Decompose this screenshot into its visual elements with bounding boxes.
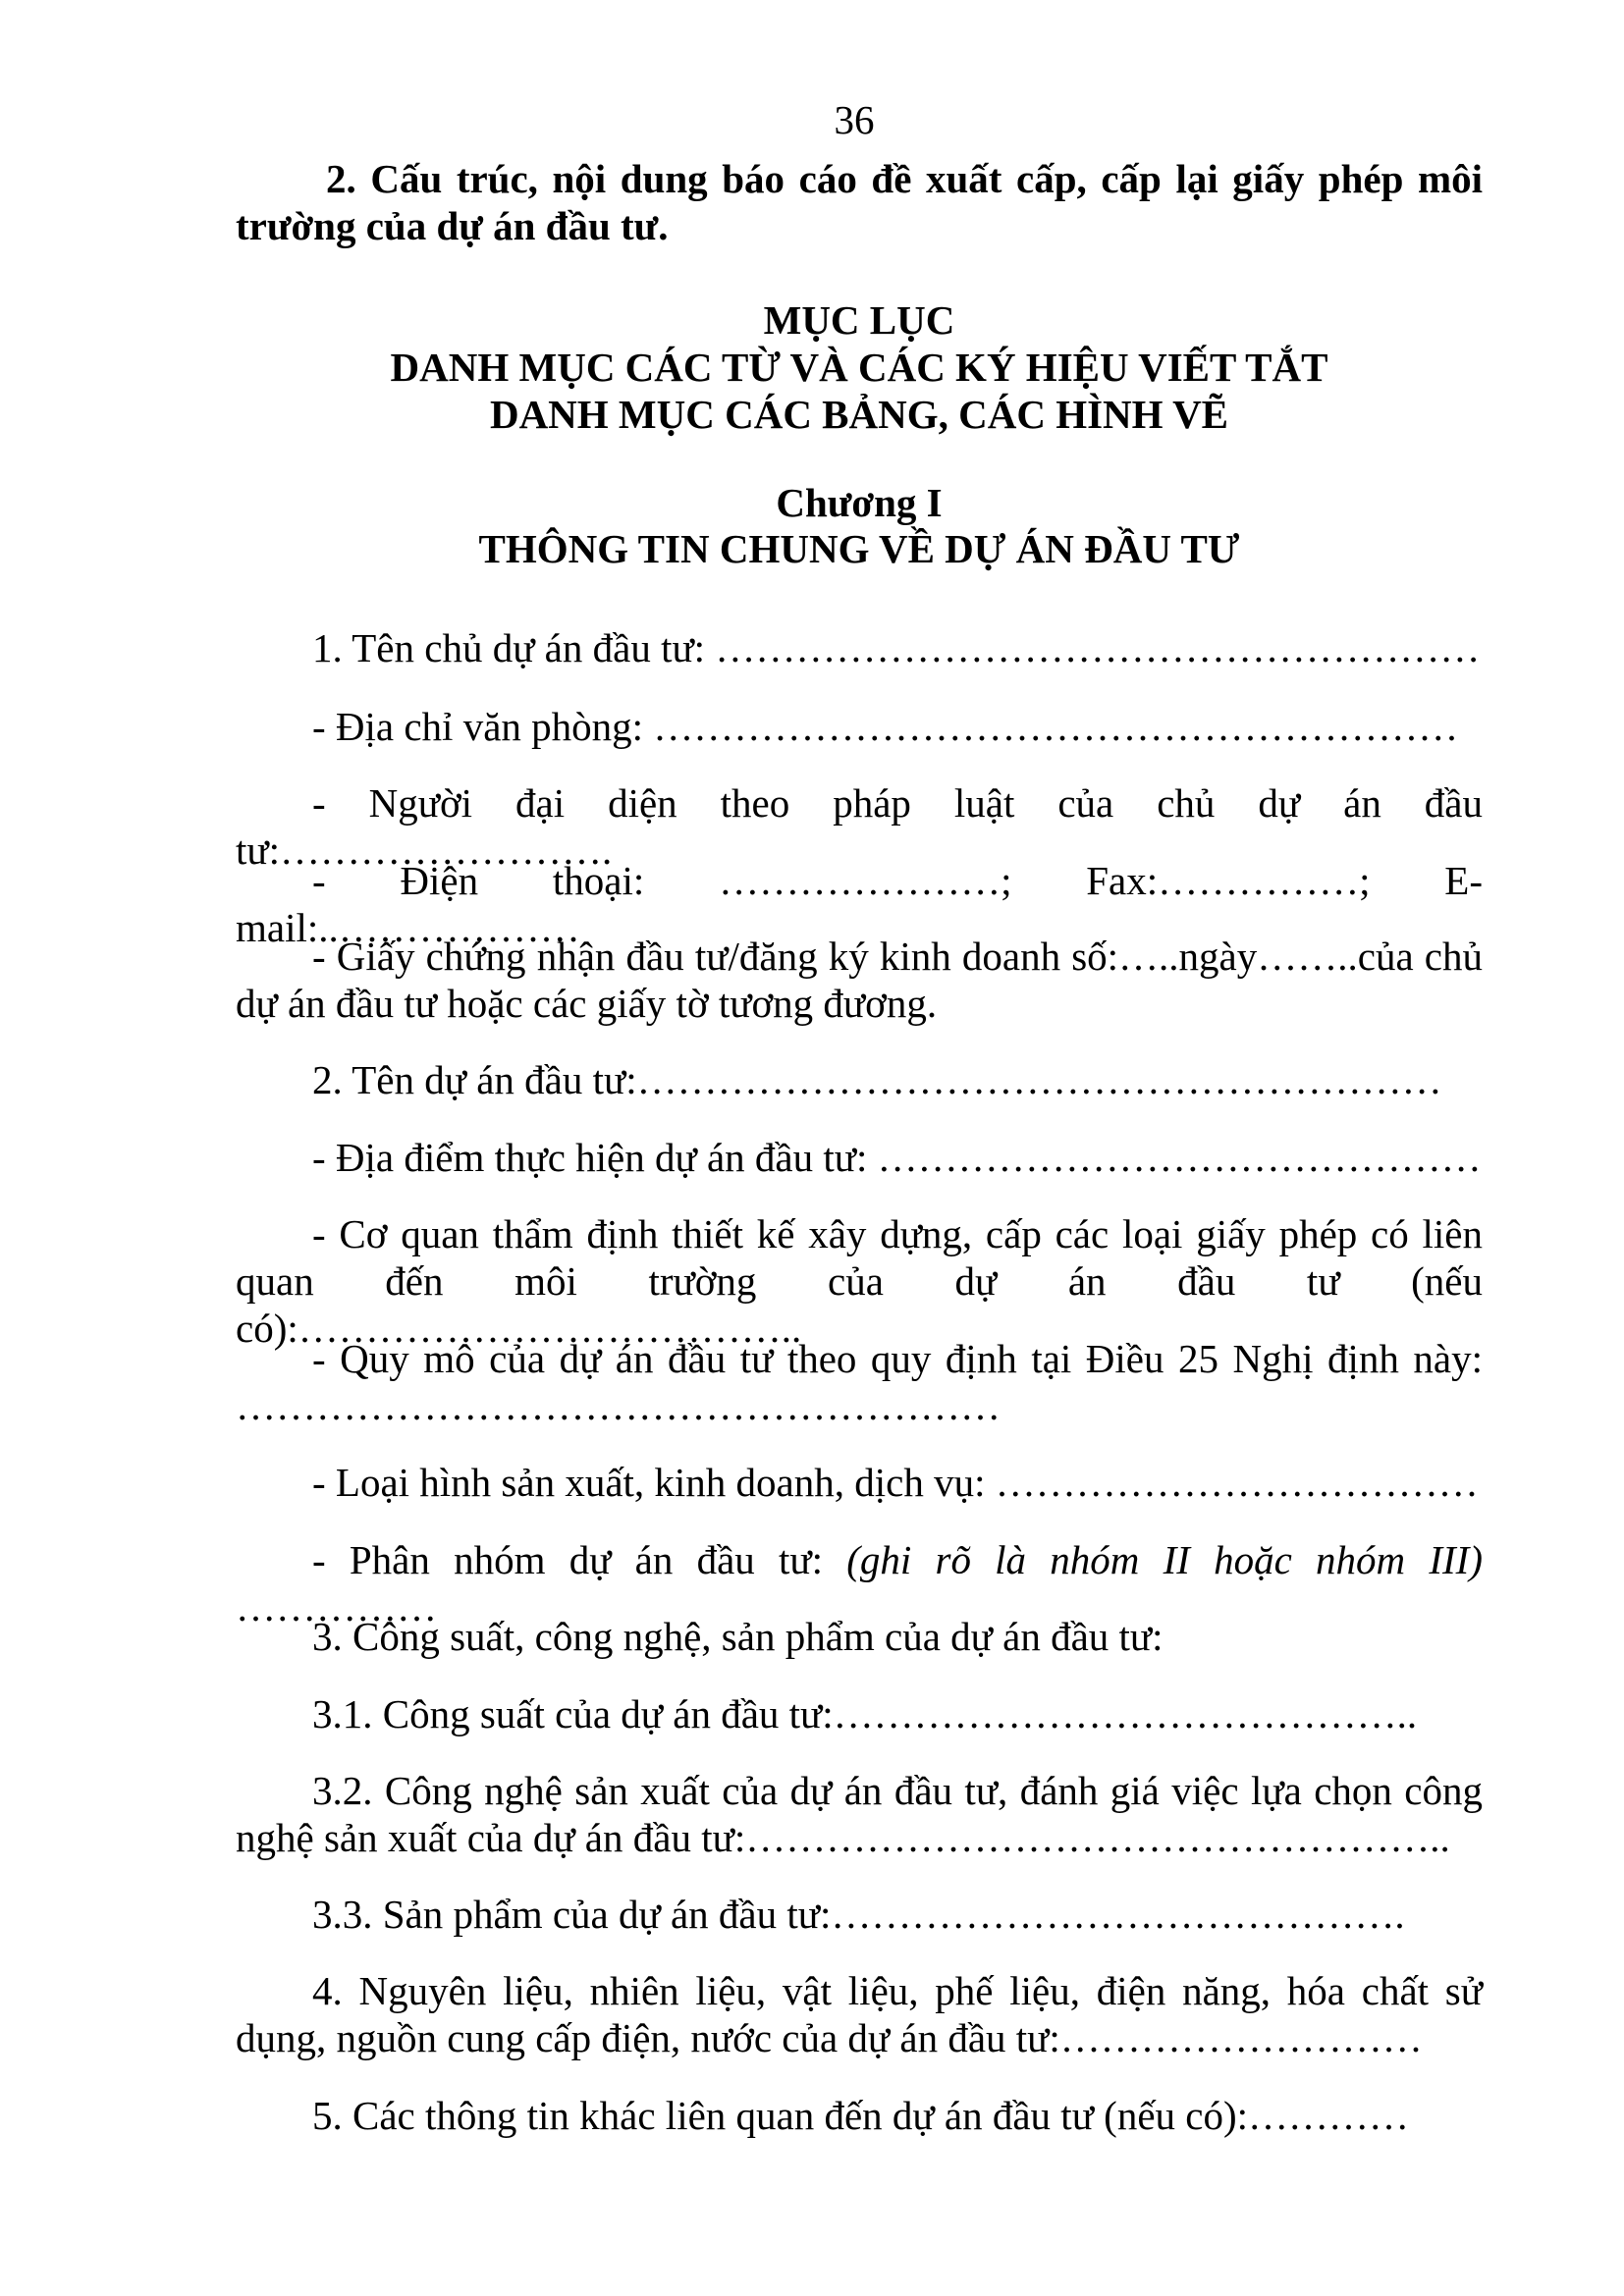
field-text: 2. Tên dự án đầu tư:…………………………………………………… [312,1057,1442,1102]
field-text: - Quy mô của dự án đầu tư theo quy định tại Điều 25 Nghị định này: ………………………………………………… [236,1336,1483,1428]
field-text: - Địa điểm thực hiện dự án đầu tư: ……………………………………… [312,1135,1482,1180]
chapter-title: THÔNG TIN CHUNG VỀ DỰ ÁN ĐẦU TƯ [478,526,1240,571]
field-note: (ghi rõ là nhóm II hoặc nhóm III) [846,1537,1483,1582]
field-products [236,1891,1483,1938]
field-text: 3.2. Công nghệ sản xuất của dự án đầu tư, đánh giá việc lựa chọn công nghệ sản xuất của dự án đầu tư:…………………………………………….. [236,1768,1483,1860]
toc-abbreviations: DANH MỤC CÁC TỪ VÀ CÁC KÝ HIỆU VIẾT TẮT [390,345,1328,390]
field-text: 5. Các thông tin khác liên quan đến dự án đầu tư (nếu có):………… [312,2093,1410,2138]
field-text: 1. Tên chủ dự án đầu tư: ………………………………………………… [312,625,1481,670]
field-text: - Điện thoại: …………………; Fax:……………; E-mail:..……………… [236,858,1483,950]
field-project-name [236,1056,1483,1103]
field-appraisal-agency [236,1210,1483,1352]
chapter-label: Chương I [776,480,943,525]
field-certificate [236,933,1483,1027]
toc-title: MỤC LỤC [763,297,955,343]
section-heading-text: 2. Cấu trúc, nội dung báo cáo đề xuất cấp, cấp lại giấy phép môi trường của dự án đầu tư. [236,156,1483,248]
field-business-type [236,1459,1483,1506]
field-text: 3.1. Công suất của dự án đầu tư:…………………………………….. [312,1691,1418,1736]
field-capacity-heading [236,1613,1483,1660]
field-text: - Người đại diện theo pháp luật của chủ dự án đầu tư:……………………. [236,780,1483,873]
field-office-address [236,703,1483,750]
toc-tables-figures: DANH MỤC CÁC BẢNG, CÁC HÌNH VẼ [489,392,1229,437]
section-heading [236,155,1483,249]
field-owner-name [236,624,1483,671]
field-project-scale [236,1335,1483,1429]
field-text: 3.3. Sản phẩm của dự án đầu tư:……………………………………. [312,1892,1405,1937]
field-text: - Cơ quan thẩm định thiết kế xây dựng, cấp các loại giấy phép có liên quan đến môi trường của dự án đầu tư (nếu có):……………………………….. [236,1211,1483,1351]
field-text: - Địa chỉ văn phòng: …………………………………………………… [312,704,1459,749]
field-text: 3. Công suất, công nghệ, sản phẩm của dự án đầu tư: [312,1614,1164,1659]
field-project-location [236,1134,1483,1181]
field-blank: …………… [236,1584,437,1629]
page-number: 36 [834,97,875,142]
field-other-info [236,2092,1483,2139]
field-text: - Giấy chứng nhận đầu tư/đăng ký kinh doanh số:…..ngày……..của chủ dự án đầu tư hoặc các giấy tờ tương đương. [236,934,1483,1026]
field-text: 4. Nguyên liệu, nhiên liệu, vật liệu, phế liệu, điện năng, hóa chất sử dụng, nguồn cung cấp điện, nước của dự án đầu tư:……………………… [236,1968,1483,2060]
field-text: - Phân nhóm dự án đầu tư: [312,1537,847,1582]
field-capacity [236,1690,1483,1737]
field-materials [236,1967,1483,2061]
field-technology [236,1767,1483,1861]
field-text: - Loại hình sản xuất, kinh doanh, dịch vụ: ……………………………… [312,1460,1479,1505]
